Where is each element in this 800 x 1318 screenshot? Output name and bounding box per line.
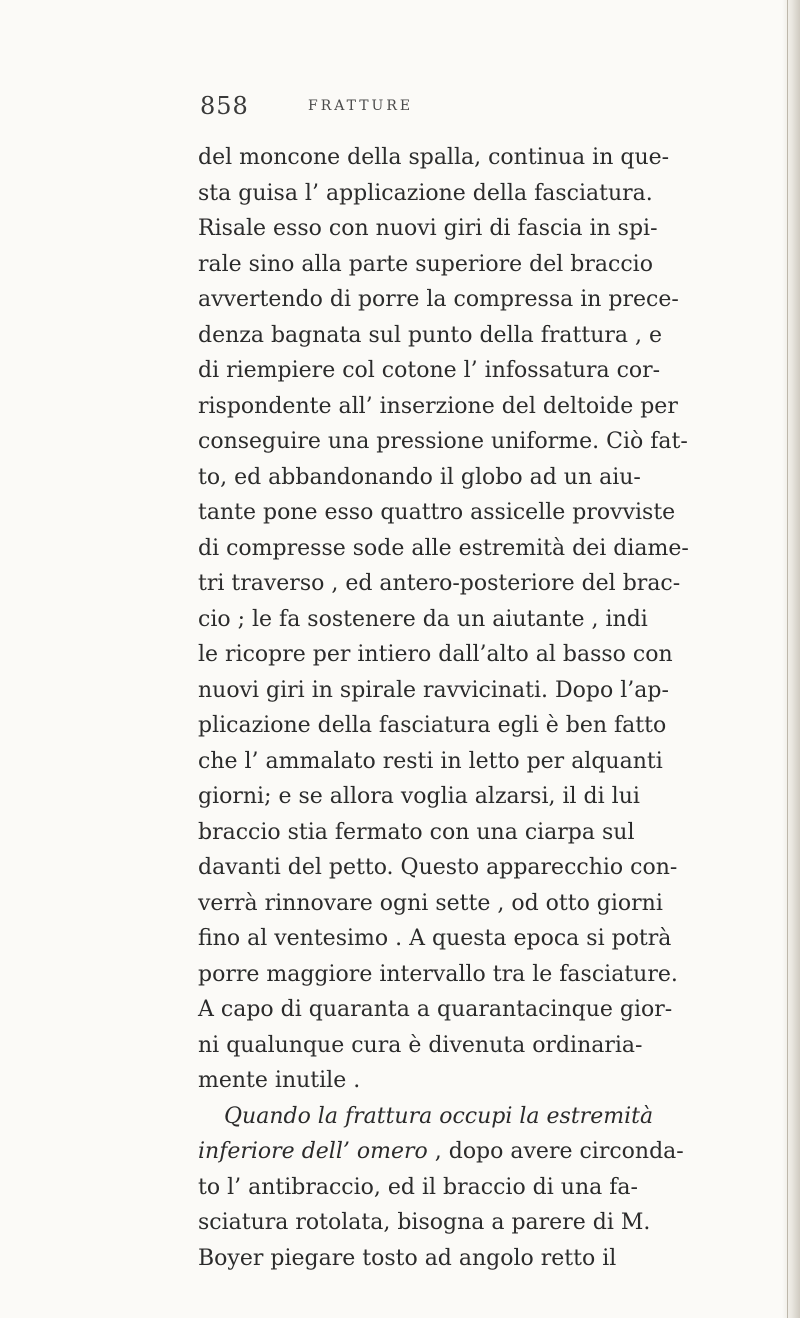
text-line: cio ; le fa sostenere da un aiutante , indi [198, 606, 648, 632]
text-line: braccio stia fermato con una ciarpa sul [198, 819, 635, 845]
text-line: porre maggiore intervallo tra le fasciature. [198, 961, 678, 987]
text-line: ni qualunque cura è divenuta ordinaria- [198, 1032, 643, 1058]
text-line: Risale esso con nuovi giri di fascia in spi- [198, 216, 658, 241]
text-line: A capo di quaranta a quarantacinque gior- [198, 997, 673, 1022]
text-line: mente inutile . [198, 1068, 361, 1093]
text-line: giorni; e se allora voglia alzarsi, il di lui [198, 784, 640, 809]
text-line: tri traverso , ed antero-posteriore del brac- [198, 571, 681, 596]
text-line: denza bagnata sul punto della frattura , e [198, 322, 663, 348]
text-line: fino al ventesimo . A questa epoca si potrà [198, 926, 672, 951]
text-line: del moncone della spalla, continua in que- [198, 145, 670, 170]
page-header [200, 92, 560, 132]
text-line: rispondente all’ inserzione del deltoide per [198, 393, 678, 419]
italic-phrase: Quando la frattura occupi la estremità [224, 1103, 654, 1129]
text-line: sciatura rotolata, bisogna a parere di M. [198, 1210, 651, 1235]
text-line: davanti del petto. Questo apparecchio con- [198, 855, 678, 880]
text-line: to, ed abbandonando il globo ad un aiu- [198, 464, 641, 490]
page-edge-line [787, 0, 788, 1318]
text-line [198, 1134, 684, 1170]
text-line: conseguire una pressione uniforme. Ciò fat- [198, 429, 688, 454]
italic-phrase: inferiore dell’ omero [198, 1139, 428, 1164]
text-line: to l’ antibraccio, ed il braccio di una fa- [198, 1174, 638, 1200]
text-line: rale sino alla parte superiore del braccio [198, 251, 653, 277]
text-line: tante pone esso quattro assicelle provviste [198, 500, 676, 525]
page-edge-shadow [782, 0, 800, 1318]
text-line: Boyer piegare tosto ad angolo retto il [198, 1245, 617, 1271]
page-number: 858 [200, 92, 249, 120]
text-line: sta guisa l’ applicazione della fasciatura. [198, 180, 653, 206]
text-line: di compresse sode alle estremità dei diame- [198, 535, 689, 561]
body-text [198, 140, 689, 1276]
text-line: che l’ ammalato resti in letto per alquanti [198, 748, 663, 774]
text-line: di riempiere col cotone l’ infossatura cor- [198, 358, 661, 383]
text-line-italic [198, 1099, 654, 1135]
text-line: plicazione della fasciatura egli è ben fatto [198, 713, 667, 738]
text-line: le ricopre per intiero dall’alto al basso con [198, 642, 673, 667]
text-line: avvertendo di porre la compressa in prece- [198, 287, 679, 312]
text-line: verrà rinnovare ogni sette , od otto giorni [198, 890, 663, 916]
text-fragment: , dopo avere circonda- [427, 1139, 684, 1164]
running-head: FRATTURE [308, 98, 414, 114]
text-line: nuovi giri in spirale ravvicinati. Dopo l’ap- [198, 677, 669, 703]
